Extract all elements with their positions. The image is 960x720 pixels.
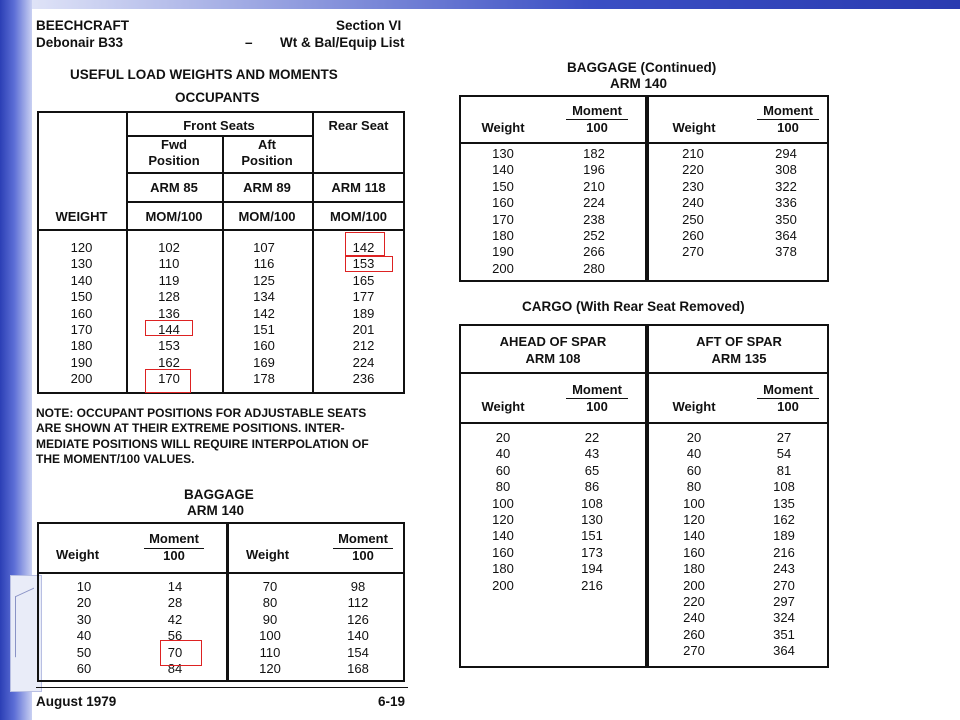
table-cell: 65 bbox=[584, 462, 600, 478]
table-cell: 200 bbox=[492, 577, 514, 593]
cargo-100-header-2: 100 bbox=[777, 399, 799, 414]
table-cell: 120 bbox=[70, 240, 93, 255]
table-cell: 140 bbox=[347, 628, 369, 644]
table-cell: 70 bbox=[262, 579, 278, 594]
header-model: Debonair B33 bbox=[36, 35, 124, 50]
mom-header-fwd: MOM/100 bbox=[145, 209, 203, 224]
baggage-moment-header-2: Moment bbox=[338, 531, 388, 546]
baggage-continued-title: BAGGAGE (Continued) bbox=[567, 60, 717, 75]
cargo-aft-header: AFT OF SPAR bbox=[696, 334, 782, 349]
rear-seat-header: Rear Seat bbox=[328, 118, 389, 133]
table-cell: 14 bbox=[167, 579, 183, 594]
table-cell: 144 bbox=[158, 322, 180, 338]
table-cell: 130 bbox=[581, 512, 603, 528]
baggage-cont-100-header-1: 100 bbox=[586, 120, 608, 135]
table-cell: 128 bbox=[158, 289, 180, 305]
table-cell: 110 bbox=[158, 256, 180, 272]
table-cell: 136 bbox=[158, 305, 180, 321]
table-cell: 200 bbox=[70, 371, 93, 387]
useful-load-title: USEFUL LOAD WEIGHTS AND MOMENTS bbox=[70, 67, 338, 82]
table-cell: 252 bbox=[583, 228, 605, 244]
table-cell: 260 bbox=[683, 626, 705, 642]
table-cell: 212 bbox=[352, 338, 375, 354]
table-cell: 178 bbox=[253, 371, 275, 387]
table-cell: 336 bbox=[775, 195, 797, 211]
cargo-weight-header-2: Weight bbox=[672, 399, 716, 414]
fwd-position-header: Fwd Position bbox=[148, 137, 200, 168]
table-cell: 250 bbox=[682, 211, 704, 227]
baggage-continued-arm: ARM 140 bbox=[610, 76, 668, 91]
table-cell: 236 bbox=[352, 371, 375, 387]
cargo-100-header-1: 100 bbox=[586, 399, 608, 414]
table-cell: 90 bbox=[262, 611, 278, 627]
highlight-fwd-144 bbox=[145, 320, 193, 336]
table-cell: 108 bbox=[773, 479, 795, 495]
baggage-cont-weight-header-2: Weight bbox=[672, 120, 716, 135]
table-cell: 190 bbox=[70, 354, 93, 370]
occupants-fwd-column bbox=[126, 240, 212, 388]
table-cell: 270 bbox=[683, 643, 705, 659]
cargo-ahead-header: AHEAD OF SPAR bbox=[499, 334, 607, 349]
occupants-weight-column bbox=[37, 240, 126, 388]
table-cell: 238 bbox=[583, 211, 605, 227]
cargo-title: CARGO (With Rear Seat Removed) bbox=[522, 299, 745, 314]
table-cell: 280 bbox=[583, 260, 605, 276]
table-cell: 240 bbox=[683, 610, 705, 626]
table-cell: 294 bbox=[775, 146, 797, 161]
baggage-cont-weight-column-2 bbox=[653, 146, 733, 261]
table-cell: 224 bbox=[583, 195, 605, 211]
table-cell: 40 bbox=[76, 628, 92, 644]
cargo-aft-moment-column bbox=[744, 430, 824, 660]
table-cell: 102 bbox=[158, 240, 180, 255]
table-cell: 100 bbox=[492, 495, 514, 511]
table-cell: 180 bbox=[70, 338, 93, 354]
table-cell: 56 bbox=[167, 628, 183, 644]
table-cell: 351 bbox=[773, 626, 795, 642]
table-cell: 160 bbox=[492, 195, 514, 211]
cargo-aft-weight-column bbox=[654, 430, 734, 660]
occupants-title: OCCUPANTS bbox=[175, 90, 260, 105]
table-cell: 297 bbox=[773, 594, 795, 610]
table-cell: 20 bbox=[686, 430, 702, 445]
table-cell: 27 bbox=[776, 430, 792, 445]
header-manufacturer: BEECHCRAFT bbox=[36, 18, 129, 33]
table-cell: 50 bbox=[76, 644, 92, 660]
baggage-cont-weight-column-1 bbox=[463, 146, 543, 277]
baggage-100-header-2: 100 bbox=[352, 548, 374, 563]
table-cell: 130 bbox=[70, 256, 93, 272]
baggage-weight-header-2: Weight bbox=[245, 547, 290, 562]
table-cell: 189 bbox=[773, 528, 795, 544]
table-cell: 54 bbox=[776, 446, 792, 462]
table-cell: 110 bbox=[259, 644, 281, 660]
table-cell: 126 bbox=[347, 611, 369, 627]
baggage-weight-column-2 bbox=[230, 579, 310, 677]
table-cell: 42 bbox=[167, 611, 183, 627]
table-cell: 100 bbox=[259, 628, 281, 644]
cargo-ahead-arm: ARM 108 bbox=[525, 351, 581, 366]
table-cell: 364 bbox=[773, 643, 795, 659]
table-cell: 81 bbox=[776, 462, 792, 478]
table-cell: 134 bbox=[253, 289, 275, 305]
table-cell: 308 bbox=[775, 162, 797, 178]
table-cell: 173 bbox=[581, 544, 603, 560]
table-cell: 30 bbox=[76, 611, 92, 627]
highlight-rear-142 bbox=[345, 232, 385, 256]
cargo-moment-header-2: Moment bbox=[763, 382, 813, 397]
front-seats-header: Front Seats bbox=[183, 118, 255, 133]
table-cell: 142 bbox=[352, 240, 375, 255]
table-cell: 108 bbox=[581, 495, 603, 511]
table-cell: 240 bbox=[682, 195, 704, 211]
table-cell: 160 bbox=[492, 544, 514, 560]
table-cell: 125 bbox=[253, 272, 275, 288]
occupants-note: NOTE: OCCUPANT POSITIONS FOR ADJUSTABLE SEATS ARE SHOWN AT THEIR EXTREME POSITIONS. INTER- MEDIATE POSITIONS WILL REQUIRE INTERPOLATION OF THE MOMENT/100 VALUES. bbox=[36, 406, 369, 467]
table-cell: 322 bbox=[775, 178, 797, 194]
table-cell: 180 bbox=[492, 561, 514, 577]
mom-header-rear: MOM/100 bbox=[329, 209, 388, 224]
table-cell: 162 bbox=[158, 354, 180, 370]
weight-header: WEIGHT bbox=[55, 209, 108, 224]
table-cell: 40 bbox=[686, 446, 702, 462]
cargo-aft-arm: ARM 135 bbox=[711, 351, 767, 366]
arm-85-label: ARM 85 bbox=[150, 180, 198, 195]
table-cell: 70 bbox=[167, 644, 183, 660]
table-cell: 153 bbox=[158, 338, 180, 354]
highlight-fwd-170 bbox=[145, 369, 191, 393]
table-cell: 170 bbox=[158, 371, 180, 387]
highlight-baggage-70 bbox=[160, 640, 202, 666]
table-cell: 220 bbox=[683, 594, 705, 610]
table-cell: 160 bbox=[683, 544, 705, 560]
table-cell: 80 bbox=[495, 479, 511, 495]
table-cell: 80 bbox=[686, 479, 702, 495]
table-cell: 160 bbox=[70, 305, 93, 321]
table-cell: 200 bbox=[492, 260, 514, 276]
table-cell: 60 bbox=[495, 462, 511, 478]
table-cell: 200 bbox=[683, 577, 705, 593]
baggage-arm: ARM 140 bbox=[187, 503, 245, 518]
table-cell: 120 bbox=[683, 512, 705, 528]
cargo-moment-header-1: Moment bbox=[572, 382, 622, 397]
table-cell: 169 bbox=[253, 354, 275, 370]
table-cell: 151 bbox=[253, 322, 275, 338]
baggage-moment-header-1: Moment bbox=[149, 531, 199, 546]
table-cell: 324 bbox=[773, 610, 795, 626]
table-cell: 20 bbox=[495, 430, 511, 445]
table-cell: 210 bbox=[682, 146, 704, 161]
table-cell: 224 bbox=[352, 354, 375, 370]
cargo-weight-header-1: Weight bbox=[481, 399, 525, 414]
baggage-cont-100-header-2: 100 bbox=[777, 120, 799, 135]
baggage-cont-moment-column-1 bbox=[554, 146, 634, 277]
table-cell: 130 bbox=[492, 146, 514, 161]
table-cell: 180 bbox=[683, 561, 705, 577]
table-cell: 196 bbox=[583, 162, 605, 178]
table-cell: 86 bbox=[584, 479, 600, 495]
table-cell: 116 bbox=[253, 256, 275, 272]
table-cell: 190 bbox=[492, 244, 514, 260]
baggage-cont-moment-header-2: Moment bbox=[763, 103, 813, 118]
table-cell: 154 bbox=[347, 644, 369, 660]
arm-118-label: ARM 118 bbox=[331, 180, 386, 195]
header-dash: – bbox=[245, 35, 253, 50]
table-cell: 142 bbox=[253, 305, 275, 321]
table-cell: 194 bbox=[581, 561, 603, 577]
table-cell: 120 bbox=[259, 661, 281, 677]
table-cell: 150 bbox=[70, 289, 93, 305]
mom-header-aft: MOM/100 bbox=[238, 209, 296, 224]
table-cell: 270 bbox=[682, 244, 704, 260]
table-cell: 150 bbox=[492, 178, 514, 194]
table-cell: 350 bbox=[775, 211, 797, 227]
table-cell: 201 bbox=[352, 322, 375, 338]
table-cell: 100 bbox=[683, 495, 705, 511]
table-cell: 151 bbox=[581, 528, 603, 544]
table-cell: 260 bbox=[682, 228, 704, 244]
cargo-ahead-weight-column bbox=[463, 430, 543, 594]
table-cell: 162 bbox=[773, 512, 795, 528]
table-cell: 364 bbox=[775, 228, 797, 244]
header-list-title: Wt & Bal/Equip List bbox=[280, 35, 405, 50]
table-cell: 170 bbox=[70, 322, 93, 338]
table-cell: 40 bbox=[495, 446, 511, 462]
baggage-100-header-1: 100 bbox=[163, 548, 185, 563]
table-cell: 28 bbox=[167, 595, 183, 611]
footer-page-number: 6-19 bbox=[378, 694, 406, 709]
table-cell: 270 bbox=[773, 577, 795, 593]
table-cell: 189 bbox=[352, 305, 375, 321]
table-cell: 140 bbox=[683, 528, 705, 544]
baggage-moment-column-2 bbox=[318, 579, 398, 677]
header-section: Section VI bbox=[336, 18, 402, 33]
table-cell: 216 bbox=[581, 577, 603, 593]
table-cell: 216 bbox=[773, 544, 795, 560]
table-cell: 220 bbox=[682, 162, 704, 178]
baggage-weight-header-1: Weight bbox=[55, 547, 100, 562]
aft-position-header: Aft Position bbox=[241, 137, 293, 168]
table-cell: 153 bbox=[352, 256, 375, 272]
table-cell: 266 bbox=[583, 244, 605, 260]
table-cell: 378 bbox=[775, 244, 797, 260]
table-cell: 60 bbox=[76, 661, 92, 677]
table-cell: 84 bbox=[167, 661, 183, 677]
table-cell: 168 bbox=[347, 661, 369, 677]
table-cell: 180 bbox=[492, 228, 514, 244]
table-cell: 177 bbox=[352, 289, 375, 305]
table-cell: 10 bbox=[76, 579, 92, 594]
baggage-weight-column-1 bbox=[44, 579, 124, 677]
table-cell: 135 bbox=[773, 495, 795, 511]
table-cell: 140 bbox=[492, 162, 514, 178]
cargo-ahead-moment-column bbox=[552, 430, 632, 594]
footer-date: August 1979 bbox=[36, 694, 117, 709]
table-cell: 170 bbox=[492, 211, 514, 227]
table-cell: 120 bbox=[492, 512, 514, 528]
table-cell: 22 bbox=[584, 430, 600, 445]
table-cell: 160 bbox=[253, 338, 275, 354]
arm-89-label: ARM 89 bbox=[243, 180, 291, 195]
baggage-cont-moment-header-1: Moment bbox=[572, 103, 622, 118]
table-cell: 140 bbox=[70, 272, 93, 288]
baggage-title: BAGGAGE bbox=[184, 487, 254, 502]
table-cell: 210 bbox=[583, 178, 605, 194]
highlight-rear-153 bbox=[345, 256, 393, 272]
table-cell: 119 bbox=[158, 272, 180, 288]
table-cell: 80 bbox=[262, 595, 278, 611]
occupants-aft-column bbox=[222, 240, 306, 388]
baggage-cont-moment-column-2 bbox=[746, 146, 826, 261]
table-cell: 243 bbox=[773, 561, 795, 577]
table-cell: 43 bbox=[584, 446, 600, 462]
baggage-cont-weight-header-1: Weight bbox=[481, 120, 525, 135]
table-cell: 165 bbox=[352, 272, 375, 288]
table-cell: 230 bbox=[682, 178, 704, 194]
table-cell: 107 bbox=[253, 240, 275, 255]
table-cell: 98 bbox=[350, 579, 366, 594]
table-cell: 182 bbox=[583, 146, 605, 161]
table-cell: 60 bbox=[686, 462, 702, 478]
table-cell: 20 bbox=[76, 595, 92, 611]
table-cell: 112 bbox=[347, 595, 369, 611]
table-cell: 140 bbox=[492, 528, 514, 544]
